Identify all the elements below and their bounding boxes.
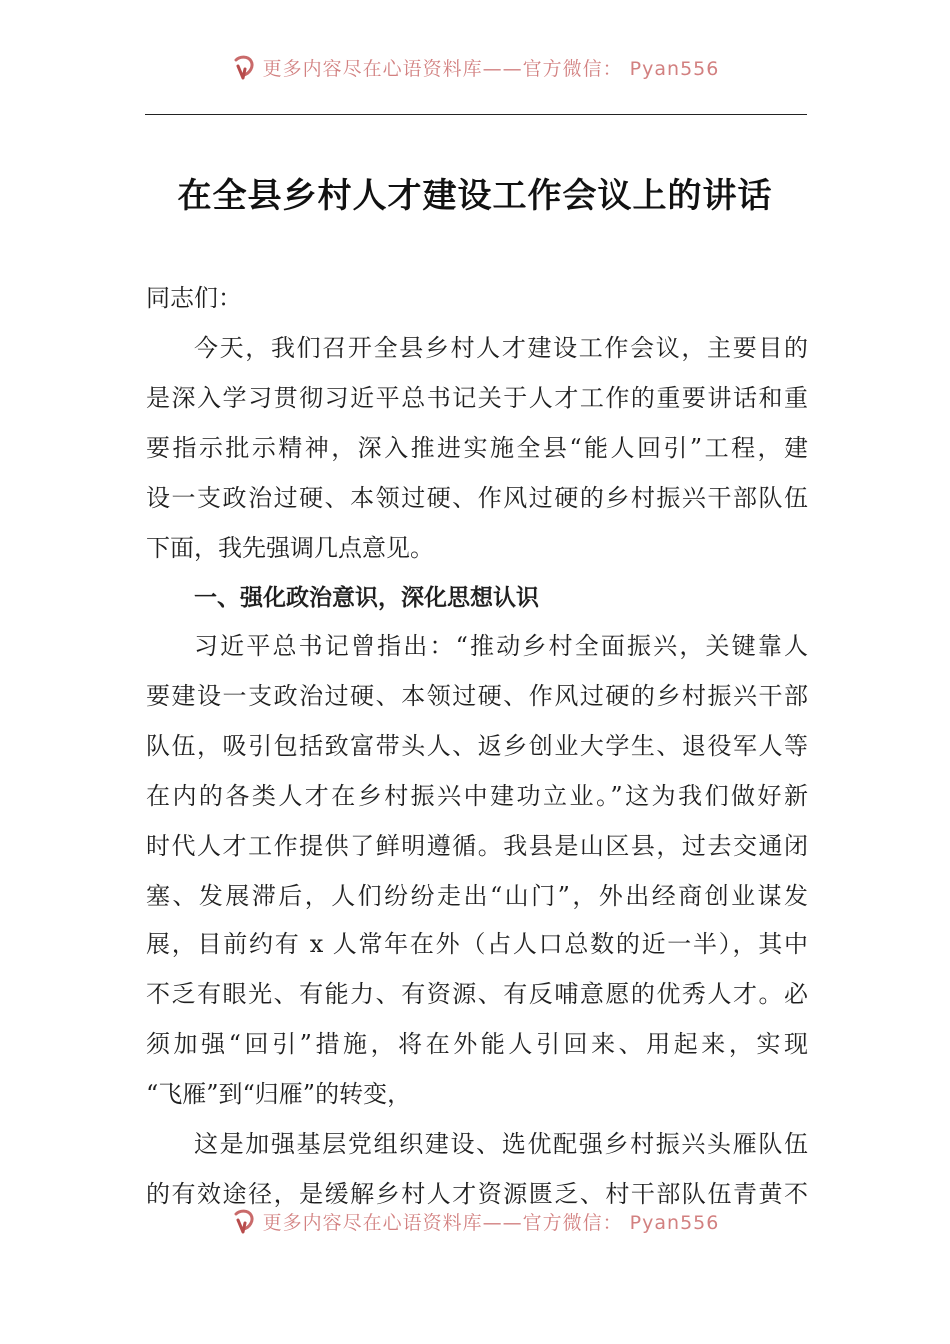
paragraph-line: 今天，我们召开全县乡村人才建设工作会议，主要目的	[194, 334, 808, 362]
paragraph-line: 要指示批示精神，深入推进实施全县“能人回引”工程，建	[146, 434, 808, 462]
paragraph-line: 不乏有眼光、有能力、有资源、有反哺意愿的优秀人才。必	[146, 980, 808, 1008]
paragraph-line: 要建设一支政治过硬、本领过硬、作风过硬的乡村振兴干部	[146, 682, 808, 710]
watermark-banner-top	[0, 50, 950, 84]
paragraph-line: 习近平总书记曾指出：“推动乡村全面振兴，关键靠人	[194, 632, 808, 660]
paragraph-line: 的有效途径，是缓解乡村人才资源匮乏、村干部队伍青黄不	[146, 1180, 808, 1208]
document-title: 在全县乡村人才建设工作会议上的讲话	[177, 176, 773, 216]
watermark-text: 更多内容尽在心语资料库——官方微信： Pyan556	[262, 57, 720, 80]
watermark-logo-icon	[231, 1208, 257, 1234]
watermark-logo-icon	[231, 54, 257, 80]
paragraph-line: 设一支政治过硬、本领过硬、作风过硬的乡村振兴干部队伍	[146, 484, 808, 512]
header-rule	[145, 114, 807, 115]
paragraph-line: 时代人才工作提供了鲜明遵循。我县是山区县，过去交通闭	[146, 832, 808, 860]
watermark-banner-bottom	[0, 1204, 950, 1238]
section-heading: 一、强化政治意识，深化思想认识	[194, 585, 539, 611]
paragraph-line: 展，目前约有 x 人常年在外（占人口总数的近一半），其中	[146, 930, 808, 958]
watermark-text: 更多内容尽在心语资料库——官方微信： Pyan556	[262, 1211, 720, 1234]
paragraph-line: 队伍，吸引包括致富带头人、返乡创业大学生、退役军人等	[146, 732, 808, 760]
paragraph-line: 须加强“回引”措施，将在外能人引回来、用起来，实现	[146, 1030, 808, 1058]
paragraph-line: 下面，我先强调几点意见。	[146, 534, 434, 562]
paragraph-line: 是深入学习贯彻习近平总书记关于人才工作的重要讲话和重	[146, 384, 808, 412]
paragraph-line: 在内的各类人才在乡村振兴中建功立业。”这为我们做好新	[146, 782, 808, 810]
paragraph-line: “飞雁”到“归雁”的转变，	[146, 1080, 412, 1108]
paragraph-line: 这是加强基层党组织建设、选优配强乡村振兴头雁队伍	[194, 1130, 808, 1158]
paragraph-line: 塞、发展滞后，人们纷纷走出“山门”，外出经商创业谋发	[146, 882, 808, 910]
salutation: 同志们：	[146, 284, 242, 312]
